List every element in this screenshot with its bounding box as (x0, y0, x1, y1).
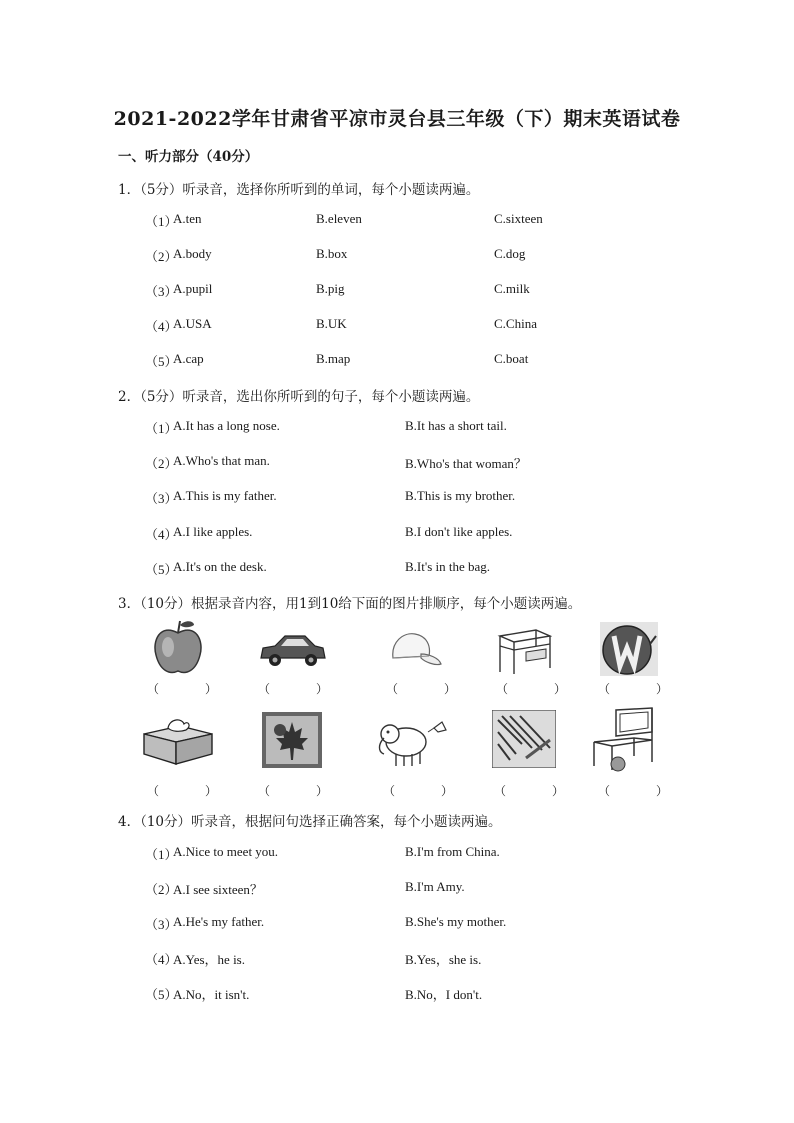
q1-row-2-option-b[interactable]: B.box (316, 246, 348, 261)
question-4-stem: 4．（10分）听录音，根据问句选择正确答案，每个小题读两遍。 (118, 814, 502, 830)
answer-blank-7[interactable]: （ ） (258, 784, 328, 798)
elephant-picture (376, 712, 450, 770)
q4-row-3-number: （3） (145, 917, 178, 932)
q2-row-1-option-b[interactable]: B.It has a short tail. (405, 418, 507, 433)
q4-row-2-option-b[interactable]: B.I'm Amy. (405, 879, 465, 894)
q2-row-3-number: （3） (145, 491, 178, 506)
answer-blank-2[interactable]: （ ） (258, 682, 328, 696)
q1-row-2-option-c[interactable]: C.dog (494, 246, 526, 261)
q2-row-5-number: （5） (145, 562, 178, 577)
q1-row-3-number: （3） (145, 284, 178, 299)
question-1-stem: 1．（5分）听录音，选择你所听到的单词，每个小题读两遍。 (118, 182, 480, 198)
q1-row-3-option-c[interactable]: C.milk (494, 281, 530, 296)
answer-blank-3[interactable]: （ ） (386, 682, 456, 696)
q2-row-3-option-a[interactable]: A.This is my father. (173, 488, 277, 503)
q2-row-4-option-a[interactable]: A.I like apples. (173, 524, 253, 539)
q1-row-1-option-c[interactable]: C.sixteen (494, 211, 543, 226)
answer-blank-4[interactable]: （ ） (496, 682, 566, 696)
q1-row-3-option-b[interactable]: B.pig (316, 281, 345, 296)
q1-row-5-number: （5） (145, 354, 178, 369)
q2-row-1-option-a[interactable]: A.It has a long nose. (173, 418, 280, 433)
q4-row-4-number: （4） (145, 952, 178, 967)
q4-row-1-number: （1） (145, 847, 178, 862)
q4-row-4-option-a[interactable]: A.Yes，he is. (173, 952, 245, 967)
q1-row-5-option-b[interactable]: B.map (316, 351, 351, 366)
page-title: 2021-2022学年甘肃省平凉市灵台县三年级（下）期末英语试卷 (113, 108, 681, 130)
answer-blank-9[interactable]: （ ） (494, 784, 564, 798)
answer-blank-8[interactable]: （ ） (383, 784, 453, 798)
canada-flag-picture (262, 712, 322, 768)
q1-row-4-option-b[interactable]: B.UK (316, 316, 347, 331)
map-picture (492, 710, 556, 768)
box-picture (140, 712, 216, 766)
q1-row-2-number: （2） (145, 249, 178, 264)
ball-picture (600, 622, 658, 676)
q1-row-4-option-c[interactable]: C.China (494, 316, 537, 331)
cap-picture (385, 628, 443, 674)
q2-row-5-option-a[interactable]: A.It's on the desk. (173, 559, 267, 574)
q2-row-2-number: （2） (145, 456, 178, 471)
answer-blank-5[interactable]: （ ） (598, 682, 668, 696)
q4-row-3-option-a[interactable]: A.He's my father. (173, 914, 265, 929)
question-3-stem: 3．（10分）根据录音内容，用1到10给下面的图片排顺序，每个小题读两遍。 (118, 596, 582, 612)
q4-row-1-option-a[interactable]: A.Nice to meet you. (173, 844, 279, 859)
q4-row-2-number: （2） (145, 882, 178, 897)
answer-blank-6[interactable]: （ ） (147, 784, 217, 798)
question-2-stem: 2．（5分）听录音，选出你所听到的句子，每个小题读两遍。 (118, 389, 480, 405)
q1-row-3-option-a[interactable]: A.pupil (173, 281, 213, 296)
q1-row-1-option-a[interactable]: A.ten (173, 211, 202, 226)
section-heading: 一、听力部分（40分） (118, 149, 259, 165)
desk-picture (496, 624, 552, 676)
q2-row-5-option-b[interactable]: B.It's in the bag. (405, 559, 491, 574)
q2-row-3-option-b[interactable]: B.This is my brother. (405, 488, 516, 503)
chair-picture (590, 706, 660, 772)
q1-row-5-option-a[interactable]: A.cap (173, 351, 204, 366)
q2-row-4-option-b[interactable]: B.I don't like apples. (405, 524, 513, 539)
q1-row-4-option-a[interactable]: A.USA (173, 316, 212, 331)
car-picture (257, 630, 327, 670)
q2-row-2-option-b[interactable]: B.Who's that woman？ (405, 456, 527, 471)
q1-row-5-option-c[interactable]: C.boat (494, 351, 529, 366)
q2-row-2-option-a[interactable]: A.Who's that man. (173, 453, 270, 468)
answer-blank-10[interactable]: （ ） (598, 784, 668, 798)
q4-row-4-option-b[interactable]: B.Yes，she is. (405, 952, 482, 967)
q1-row-2-option-a[interactable]: A.body (173, 246, 212, 261)
q1-row-1-option-b[interactable]: B.eleven (316, 211, 362, 226)
q4-row-5-option-b[interactable]: B.No，I don't. (405, 987, 483, 1002)
q2-row-4-number: （4） (145, 527, 178, 542)
q2-row-1-number: （1） (145, 421, 178, 436)
q1-row-4-number: （4） (145, 319, 178, 334)
q1-row-1-number: （1） (145, 214, 178, 229)
apple-picture (150, 617, 206, 677)
q4-row-3-option-b[interactable]: B.She's my mother. (405, 914, 507, 929)
q4-row-5-option-a[interactable]: A.No，it isn't. (173, 987, 250, 1002)
answer-blank-1[interactable]: （ ） (147, 682, 217, 696)
q4-row-5-number: （5） (145, 987, 178, 1002)
q4-row-1-option-b[interactable]: B.I'm from China. (405, 844, 500, 859)
q4-row-2-option-a[interactable]: A.I see sixteen？ (173, 882, 263, 897)
